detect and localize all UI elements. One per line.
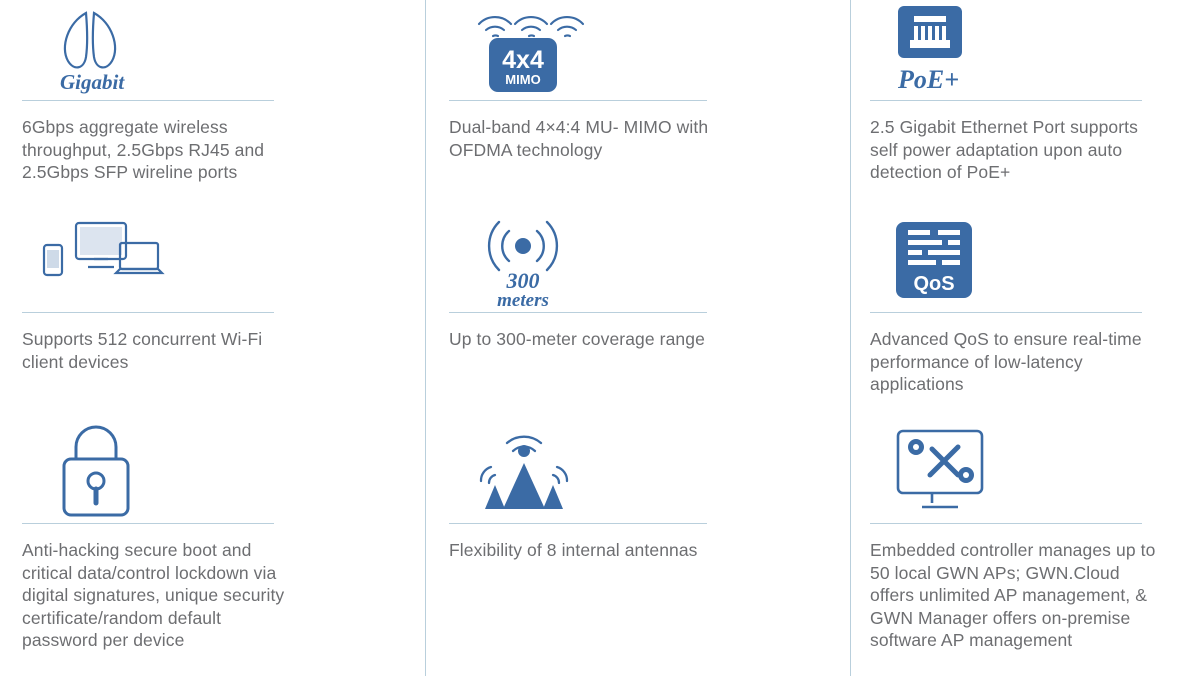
feature-caption: Anti-hacking secure boot and critical data/control lockdown via digital signatures, unique security certificate/random default password per device xyxy=(22,540,285,650)
poe-plus-port-icon xyxy=(870,0,1200,100)
gigabit-wireless-icon xyxy=(22,0,425,100)
card-divider xyxy=(22,523,274,524)
feature-caption: 2.5 Gigabit Ethernet Port supports self power adaptation upon auto detection of PoE+ xyxy=(870,117,1138,182)
feature-caption: Up to 300-meter coverage range xyxy=(449,329,705,349)
mimo-icon-label: 4x4 xyxy=(502,46,544,74)
feature-card-coverage xyxy=(425,212,850,418)
feature-card-poe xyxy=(850,0,1200,212)
column-rule xyxy=(425,418,426,676)
mimo-icon-sublabel: MIMO xyxy=(505,72,541,87)
feature-card-antennas xyxy=(425,418,850,676)
card-divider xyxy=(22,312,274,313)
card-divider xyxy=(870,100,1142,101)
feature-card-controller xyxy=(850,418,1200,676)
column-rule xyxy=(425,212,426,418)
coverage-icon-sublabel: meters xyxy=(497,290,549,311)
card-divider xyxy=(22,100,274,101)
feature-card-security xyxy=(0,418,425,676)
feature-caption: Flexibility of 8 internal antennas xyxy=(449,540,698,560)
column-rule xyxy=(425,0,426,212)
antenna-array-icon xyxy=(449,418,850,523)
feature-card-mimo xyxy=(425,0,850,212)
feature-caption: Supports 512 concurrent Wi-Fi client devices xyxy=(22,329,263,372)
card-divider xyxy=(449,523,707,524)
card-divider xyxy=(870,312,1142,313)
card-divider xyxy=(449,100,707,101)
feature-card-clients xyxy=(0,212,425,418)
coverage-icon-label: 300 xyxy=(506,268,540,293)
feature-caption: Dual-band 4×4:4 MU- MIMO with OFDMA technology xyxy=(449,117,709,160)
column-rule xyxy=(850,212,851,418)
card-divider xyxy=(870,523,1142,524)
feature-caption: 6Gbps aggregate wireless throughput, 2.5Gbps RJ45 and 2.5Gbps SFP wireline ports xyxy=(22,117,265,182)
gigabit-icon-label: Gigabit xyxy=(60,69,125,94)
multi-device-icon xyxy=(22,212,425,312)
feature-caption: Advanced QoS to ensure real-time performance of low-latency applications xyxy=(870,329,1142,394)
feature-card-gigabit xyxy=(0,0,425,212)
feature-caption: Embedded controller manages up to 50 local GWN APs; GWN.Cloud offers unlimited AP management, & GWN Manager offers on-premise software AP management xyxy=(870,540,1156,650)
poe-icon-label: PoE+ xyxy=(898,65,960,94)
qos-equalizer-icon xyxy=(870,212,1200,312)
column-rule xyxy=(850,418,851,676)
card-divider xyxy=(449,312,707,313)
4x4-mimo-icon xyxy=(449,0,850,100)
qos-icon-label: QoS xyxy=(913,273,955,295)
column-rule xyxy=(850,0,851,212)
padlock-icon xyxy=(22,418,425,523)
coverage-range-icon xyxy=(449,212,850,312)
feature-card-qos xyxy=(850,212,1200,418)
embedded-controller-icon xyxy=(870,418,1200,523)
